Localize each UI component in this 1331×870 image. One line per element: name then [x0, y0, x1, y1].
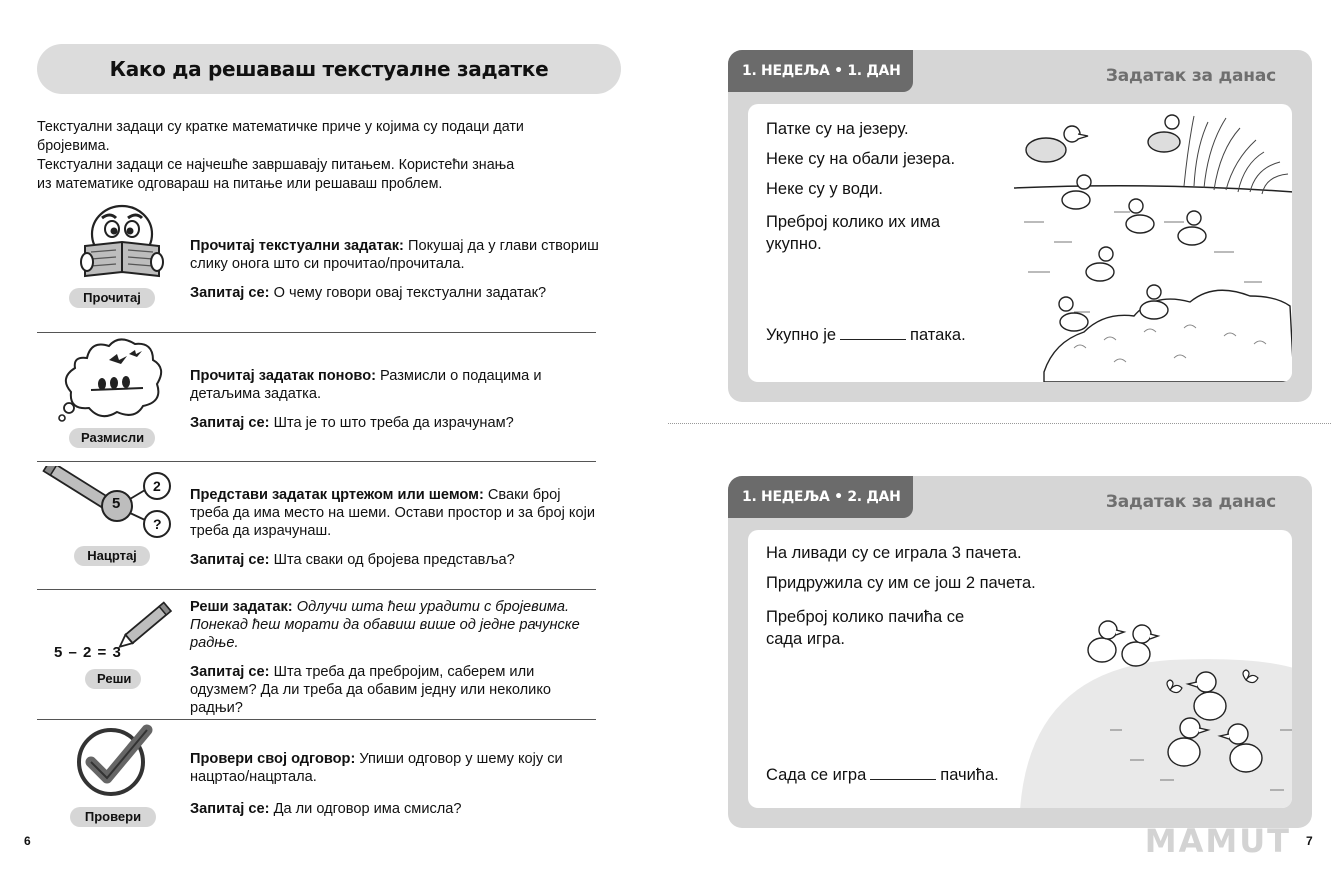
intro-text — [37, 118, 597, 194]
step-heading: Провери свој одговор: — [190, 751, 356, 767]
step-question: Шта је то што треба да израчунам? — [269, 415, 514, 431]
step-body: Одлучи шта ћеш урадити с бројевима. Понекад ћеш морати да обавиш више од једне рачунске радње. — [190, 599, 580, 651]
scheme-part: 2 — [153, 478, 161, 494]
task-line: Неке су на обали језера. — [766, 150, 956, 168]
step-question: Шта треба да пребројим, саберем или одузмем? Да ли треба да обавим једну или неколико радњи? — [190, 664, 552, 716]
step-text — [190, 750, 600, 829]
step-question-label: Запитај се: — [190, 552, 270, 568]
divider — [37, 719, 596, 720]
task-card — [748, 530, 1292, 808]
step-tag-draw: Нацртај — [74, 546, 150, 566]
step-body: Размисли о подацима и детаљима задатка. — [190, 368, 542, 402]
equation: 5 – 2 = 3 — [54, 644, 122, 661]
task-panel-day-2 — [728, 476, 1312, 828]
answer-line — [766, 764, 999, 786]
answer-blank[interactable] — [840, 339, 906, 340]
answer-suffix: патака. — [910, 326, 966, 344]
step-question: О чему говори овај текстуални задатак? — [269, 285, 547, 301]
step-tag-solve: Реши — [85, 669, 141, 689]
step-tag-read: Прочитај — [69, 288, 155, 308]
step-question: Да ли одговор има смисла? — [269, 801, 462, 817]
answer-line — [766, 324, 966, 346]
step-heading: Представи задатак цртежом или шемом: — [190, 487, 484, 503]
step-heading: Прочитај задатак поново: — [190, 368, 376, 384]
task-line: Преброј колико пачића се — [766, 608, 965, 626]
step-text — [190, 486, 600, 580]
step-heading: Реши задатак: — [190, 599, 293, 615]
intro-line: из математике одговараш на питање или решаваш проблем. — [37, 176, 443, 192]
intro-line: Текстуални задаци су кратке математичке приче у којима су подаци дати — [37, 119, 524, 135]
watermark: MAMUT — [1144, 822, 1291, 860]
task-line: укупно. — [766, 235, 822, 253]
step-read — [37, 202, 597, 332]
task-line: Патке су на језеру. — [766, 120, 909, 138]
answer-suffix: пачића. — [940, 766, 999, 784]
task-card — [748, 104, 1292, 382]
page-separator — [668, 423, 1331, 424]
page-number-right: 7 — [1306, 834, 1313, 848]
task-line: На ливади су се играла 3 пачета. — [766, 544, 1022, 562]
panel-tab: 1. НЕДЕЉА • 2. ДАН — [728, 476, 913, 518]
step-solve — [37, 594, 597, 719]
task-line: Придружила су им се још 2 пачета. — [766, 574, 1036, 592]
divider — [37, 332, 596, 333]
step-body: Сваки број треба да има место на шеми. Остави простор и за број који треба да израчунаш. — [190, 487, 595, 539]
panel-title: Задатак за данас — [1105, 66, 1276, 86]
step-question-label: Запитај се: — [190, 801, 270, 817]
step-text — [190, 237, 600, 313]
step-text — [190, 367, 600, 443]
step-draw — [37, 466, 597, 588]
step-text — [190, 598, 600, 728]
panel-tab: 1. НЕДЕЉА • 1. ДАН — [728, 50, 913, 92]
task-line: Неке су у води. — [766, 180, 883, 198]
page-number-left: 6 — [24, 834, 31, 848]
answer-prefix: Укупно је — [766, 326, 837, 344]
step-tag-think: Размисли — [69, 428, 155, 448]
task-line: Преброј колико их има — [766, 213, 941, 231]
answer-prefix: Сада се игра — [766, 766, 867, 784]
step-tag-check: Провери — [70, 807, 156, 827]
answer-blank[interactable] — [870, 779, 936, 780]
panel-title: Задатак за данас — [1105, 492, 1276, 512]
task-line: сада игра. — [766, 630, 845, 648]
left-page — [0, 0, 665, 870]
step-body: Упиши одговор у шему коју си нацртао/нацртала. — [190, 751, 563, 785]
task-panel-day-1 — [728, 50, 1312, 402]
step-body: Покушај да у глави створиш слику онога што си прочитао/прочитала. — [190, 238, 599, 272]
step-question-label: Запитај се: — [190, 285, 270, 301]
divider — [37, 589, 596, 590]
step-check — [37, 722, 597, 832]
intro-line: Текстуални задаци се најчешће завршавају питањем. Користећи знања — [37, 157, 515, 173]
step-heading: Прочитај текстуални задатак: — [190, 238, 404, 254]
ducklings-meadow-illustration — [1010, 580, 1292, 808]
scheme-whole: 5 — [112, 495, 121, 512]
divider — [37, 461, 596, 462]
step-question-label: Запитај се: — [190, 415, 270, 431]
step-question-label: Запитај се: — [190, 664, 270, 680]
step-think — [37, 338, 597, 460]
page-title: Како да решаваш текстуалне задатке — [37, 44, 621, 94]
ducks-lake-illustration — [1014, 112, 1292, 382]
scheme-unknown: ? — [153, 516, 162, 532]
intro-line: бројевима. — [37, 138, 110, 154]
step-question: Шта сваки од бројева представља? — [269, 552, 515, 568]
